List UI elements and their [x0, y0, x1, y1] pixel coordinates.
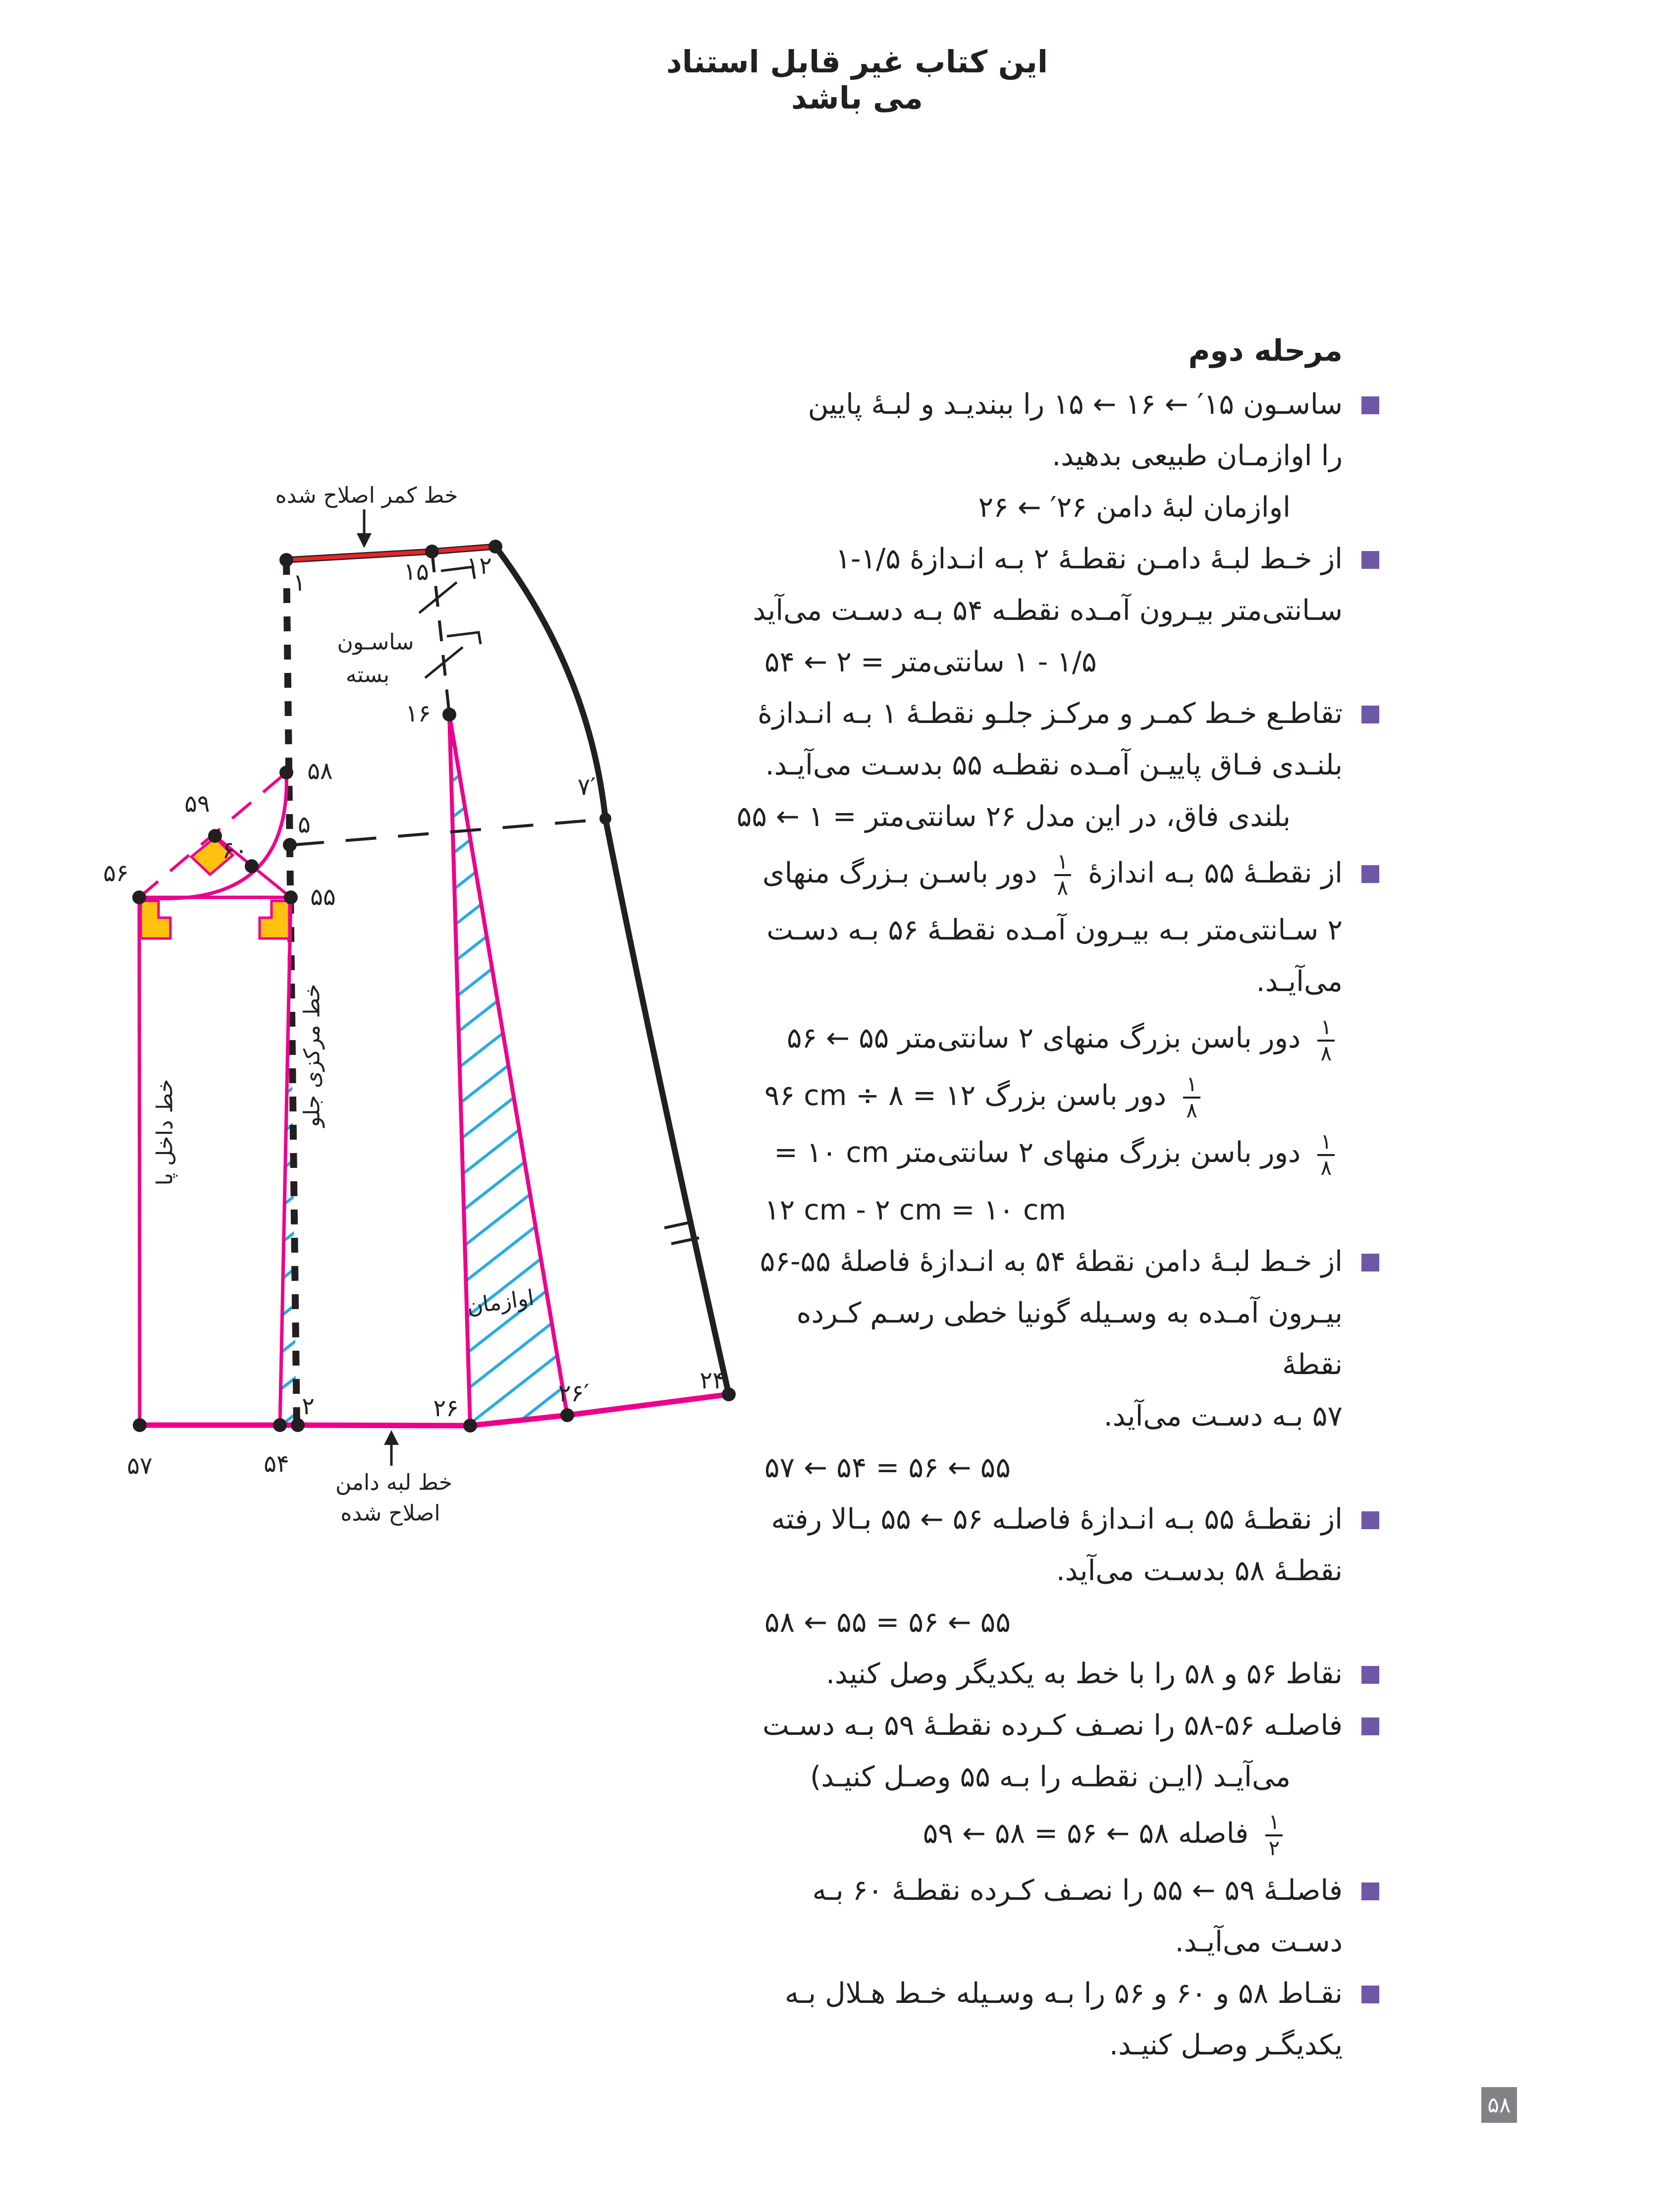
bullet-square-icon — [1361, 551, 1379, 569]
waist-label-arrow-head — [357, 533, 372, 548]
bullet-square-icon — [1361, 396, 1379, 414]
corrected-waist-red-line — [286, 547, 495, 560]
label-corrected-hem-1: خط لبه دامن — [335, 1470, 453, 1495]
instruction-line — [736, 1236, 1382, 1287]
point-label-26: ۲۶ — [433, 1394, 459, 1422]
instruction-line — [736, 482, 1382, 533]
dot-58 — [279, 766, 293, 779]
instruction-text: دسـت می‌آیـد. — [1175, 1926, 1343, 1959]
point-label-1: ۱ — [293, 569, 306, 597]
instruction-text: از خـط لبـهٔ دامـن نقطـهٔ ۲ بـه انـدازهٔ ۱/۵-۱ — [835, 543, 1343, 575]
pattern-point-dots — [132, 540, 736, 1433]
instruction-text: یکدیگـر وصـل کنیـد. — [1109, 2029, 1343, 2062]
instruction-text: نقطـهٔ ۵۸ بدسـت می‌آید. — [1056, 1554, 1343, 1587]
point-label-16: ۱۶ — [405, 700, 431, 727]
bullet-square-icon — [1361, 1511, 1379, 1529]
label-inner-leg-line: خط داخل پا — [152, 1079, 178, 1186]
hip-dashed-line — [293, 820, 600, 845]
instruction-text: می‌آیـد. — [1256, 965, 1343, 998]
instruction-text: ۵۷ بـه دسـت می‌آید. — [1103, 1399, 1343, 1433]
angle-marks — [141, 837, 289, 939]
instruction-line — [736, 739, 1382, 791]
fraction-denominator: ۸ — [1320, 1155, 1332, 1180]
dot-7p — [599, 813, 611, 825]
angle-mark-55 — [260, 901, 289, 939]
instruction-line — [736, 956, 1382, 1007]
bullet-square-icon — [1361, 1986, 1379, 2003]
formula-line — [736, 636, 1382, 688]
formula-line — [736, 1070, 1382, 1122]
instruction-text: بلنـدی فـاق پاییـن آمـده نقطـه ۵۵ بدسـت می‌آیـد. — [765, 749, 1343, 781]
point-label-58: ۵۸ — [307, 757, 333, 785]
instruction-line — [736, 1493, 1382, 1545]
instruction-line — [736, 1968, 1382, 2019]
label-dart-closed-2: بسته — [345, 662, 390, 688]
instruction-line — [736, 1287, 1382, 1390]
formula-text: ۵۵ ← ۵۶ = ۵۵ ← ۵۸ — [764, 1605, 1011, 1639]
dot-16 — [442, 708, 456, 721]
fraction-one-eighth — [1317, 1015, 1335, 1065]
instruction-line — [736, 847, 1382, 899]
instruction-text: سـانتی‌متر بیـرون آمـده نقطـه ۵۴ بـه دسـت می‌آید — [753, 594, 1343, 627]
dot-54 — [273, 1418, 287, 1432]
formula-text: ۵۵ ← ۵۶ = ۵۴ ← ۵۷ — [764, 1451, 1011, 1484]
fraction-one-eighth — [1183, 1072, 1200, 1122]
instruction-line — [736, 1751, 1382, 1803]
bullet-square-icon — [1361, 1717, 1379, 1735]
point-label-55: ۵۵ — [310, 883, 336, 911]
label-corrected-hem-2: اصلاح شده — [340, 1500, 440, 1526]
instruction-line — [736, 1390, 1382, 1442]
instruction-line — [736, 904, 1382, 956]
instruction-text: نقاط ۵۶ و ۵۸ را با خط به یکدیگر وصل کنید. — [825, 1657, 1343, 1690]
dart-fold-dashed-line — [432, 552, 449, 715]
fraction-numerator: ۱ — [1317, 1130, 1335, 1156]
instruction-text: فاصلـهٔ ۵۹ ← ۵۵ را نصـف کـرده نقطـهٔ ۶۰ بـه — [812, 1874, 1343, 1907]
instruction-text: دور باسـن بـزرگ منهای — [762, 857, 1037, 889]
fraction-one-eighth — [1317, 1130, 1335, 1179]
instruction-line — [736, 688, 1382, 739]
point-label-2: ۲ — [302, 1392, 315, 1420]
point-label-54: ۵۴ — [264, 1450, 289, 1478]
instruction-text: از نقطـهٔ ۵۵ بـه انـدازهٔ فاصلـه ۵۶ ← ۵۵ بـالا رفته — [771, 1502, 1343, 1536]
dot-5 — [283, 838, 297, 852]
instruction-line — [736, 1545, 1382, 1597]
label-flare: اوازمان — [465, 1285, 536, 1320]
point-label-57: ۵۷ — [127, 1452, 153, 1480]
fraction-numerator: ۱ — [1183, 1072, 1200, 1099]
point-label-7-prime: ۷′ — [577, 773, 596, 801]
fraction-denominator: ۸ — [1320, 1041, 1332, 1065]
dot-57 — [133, 1418, 147, 1432]
dot-15 — [425, 545, 439, 558]
pattern-outline-magenta — [139, 773, 729, 1426]
instruction-text: را اوازمـان طبیعی بدهید. — [1052, 440, 1343, 472]
hem-label-arrow-head — [384, 1430, 399, 1445]
instruction-line — [736, 1916, 1382, 1968]
angle-mark-56 — [141, 901, 170, 939]
instruction-text: ۲ سـانتی‌متر بـه بیـرون آمـده نقطـهٔ ۵۶ بـه دسـت — [766, 914, 1343, 947]
label-center-front-line: خط مرکزی جلو — [299, 984, 325, 1127]
formula-text: فاصله ۵۸ ← ۵۶ = ۵۸ ← ۵۹ — [922, 1817, 1249, 1850]
instruction-text: تقاطـع خـط کمـر و مرکـز جلـو نقطـهٔ ۱ بـه انـدازهٔ — [758, 697, 1343, 730]
section-heading: مرحله دوم — [1188, 333, 1343, 368]
bullet-square-icon — [1361, 1882, 1379, 1900]
fraction-denominator: ۲ — [1268, 1836, 1280, 1860]
dot-26 — [463, 1419, 477, 1433]
formula-line — [736, 1597, 1382, 1648]
instruction-text: از خـط لبـهٔ دامن نقطهٔ ۵۴ به انـدازهٔ فاصلهٔ ۵۵-۵۶ — [759, 1245, 1343, 1278]
formula-text-latin: ۱۲ cm - ۲ cm = ۱۰ cm — [764, 1193, 1066, 1226]
instruction-line — [736, 379, 1382, 430]
point-label-60: ۶۰ — [222, 836, 248, 864]
instruction-text: فاصلـه ۵۶-۵۸ را نصـف کـرده نقطـهٔ ۵۹ بـه دسـت — [762, 1709, 1343, 1742]
instruction-line — [736, 1865, 1382, 1916]
instruction-line — [736, 2019, 1382, 2071]
dot-2 — [291, 1418, 305, 1432]
instructions-column — [736, 323, 1382, 2071]
formula-line — [736, 1442, 1382, 1493]
dot-1 — [279, 553, 293, 567]
instruction-line — [736, 1648, 1382, 1700]
point-label-5: ۵ — [298, 811, 311, 838]
instruction-line — [736, 430, 1382, 482]
dot-26p — [560, 1408, 574, 1422]
dart-notch-mark-2 — [425, 632, 481, 678]
point-label-12: ۱۲ — [466, 552, 492, 580]
fraction-numerator: ۱ — [1054, 850, 1072, 876]
fraction-one-eighth — [1054, 850, 1072, 899]
fraction-one-half — [1265, 1810, 1283, 1860]
fraction-numerator: ۱ — [1265, 1810, 1283, 1836]
instruction-line — [736, 533, 1382, 585]
formula-text: دور باسن بزرگ منهای ۲ سانتی‌متر ۵۵ ← ۵۶ — [786, 1022, 1301, 1055]
instruction-text: ساسـون ۱۵′ ← ۱۶ ← ۱۵ را ببندیـد و لبـهٔ پایین — [808, 388, 1343, 421]
fraction-denominator: ۸ — [1186, 1098, 1197, 1123]
point-label-26-prime: ۲۶′ — [558, 1380, 590, 1407]
formula-line — [736, 1808, 1382, 1860]
dot-55 — [284, 890, 298, 904]
bullet-square-icon — [1361, 706, 1379, 723]
instruction-text: بیـرون آمـده به وسـیله گونیا خطی رسـم کـرده نقطهٔ — [796, 1296, 1343, 1381]
page-number: ۵۸ — [1487, 2092, 1511, 2118]
point-label-15: ۱۵ — [403, 558, 429, 586]
formula-text: دور باسن بزرگ منهای ۲ سانتی‌متر — [898, 1136, 1301, 1169]
formula-text-latin: = ۱۰ cm — [774, 1136, 889, 1169]
formula-text: ۱/۵ - ۱ سانتی‌متر = ۲ ← ۵۴ — [764, 646, 1097, 678]
formula-line — [736, 791, 1382, 842]
instruction-line — [736, 1700, 1382, 1751]
point-label-59: ۵۹ — [184, 790, 210, 818]
point-label-56: ۵۶ — [103, 859, 129, 887]
label-dart-closed-1: ساسـون — [337, 629, 414, 655]
instruction-text: می‌آیـد (ایـن نقطـه را بـه ۵۵ وصـل کنیـد) — [810, 1760, 1291, 1793]
page-header-title: این کتاب غیر قابل استناد می باشد — [666, 44, 1048, 116]
page-number-badge — [1481, 2087, 1517, 2123]
instruction-text: اوازمان لبهٔ دامن ۲۶′ ← ۲۶ — [978, 491, 1291, 524]
inner-leg-line — [139, 897, 140, 1425]
formula-line — [736, 1184, 1382, 1236]
bullet-square-icon — [1361, 865, 1379, 883]
instruction-text: نقـاط ۵۸ و ۶۰ و ۵۶ را بـه وسـیله خـط هـلال بـه — [784, 1977, 1343, 2010]
formula-line — [736, 1127, 1382, 1179]
dot-56 — [132, 890, 146, 904]
formula-line — [736, 1012, 1382, 1064]
formula-text: بلندی فاق، در این مدل ۲۶ سانتی‌متر = ۱ ← ۵۵ — [736, 800, 1291, 833]
formula-text: دور باسن بزرگ ۱۲ = ۸ ÷ — [856, 1079, 1167, 1112]
formula-text-latin: ۹۶ cm — [764, 1079, 847, 1112]
instruction-text: از نقطـهٔ ۵۵ بـه اندازهٔ — [1088, 857, 1343, 889]
fraction-numerator: ۱ — [1317, 1015, 1335, 1042]
fraction-denominator: ۸ — [1057, 876, 1069, 900]
dot-59 — [208, 829, 222, 843]
dot-12 — [488, 540, 502, 553]
bullet-square-icon — [1361, 1254, 1379, 1272]
point-label-24: ۲۴ — [700, 1367, 725, 1394]
label-corrected-waist-line: خط کمر اصلاح شده — [275, 483, 458, 508]
instruction-line — [736, 585, 1382, 636]
bullet-square-icon — [1361, 1666, 1379, 1684]
